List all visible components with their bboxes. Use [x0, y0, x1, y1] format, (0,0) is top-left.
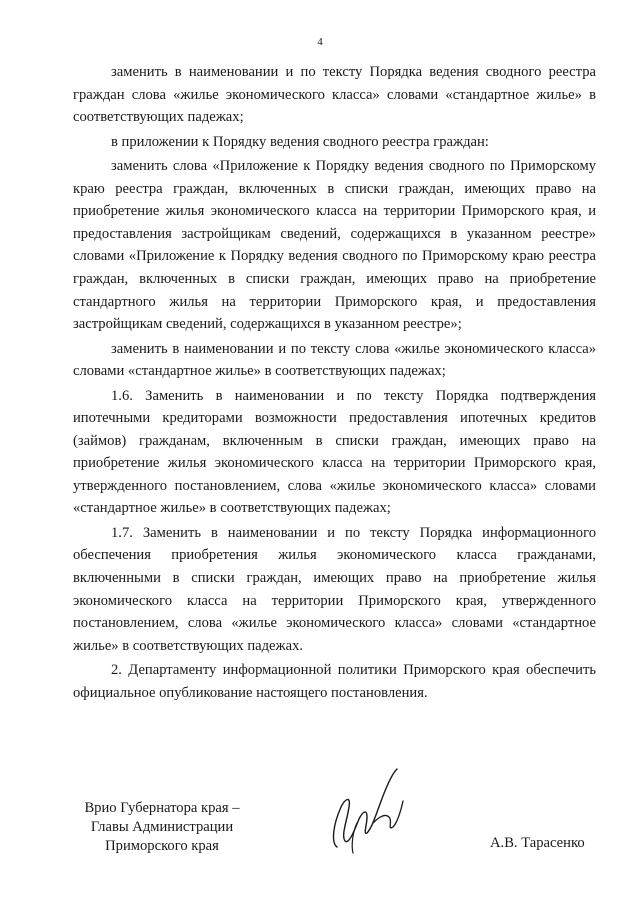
handwritten-signature: [323, 765, 418, 860]
paragraph-appendix-intro: в приложении к Порядку ведения сводного реестра граждан:: [111, 133, 489, 150]
paragraph-replace-appendix-text: заменить в наименовании и по тексту слова «жилье экономического класса» словами «стандартное жилье» в соответствующих падежах;: [73, 340, 596, 380]
signatory-position: [62, 799, 262, 856]
signatory-position-line: Главы Администрации: [90, 819, 234, 835]
paragraph-replace-appendix-title: заменить слова «Приложение к Порядку ведения сводного по Приморскому краю реестра граждан, включенных в списки граждан, имеющих право на приобретение жилья экономического класса на территории Приморского края, и предоставления застройщикам сведений, содержащихся в указанном реестре» словами «Приложение к Порядку ведения сводного по Приморскому краю реестра граждан, включенных в списки граждан, имеющих право на приобретение стандартного жилья на территории Приморского края, и предоставления застройщикам сведений, содержащихся в указанном реестре»;: [73, 157, 596, 333]
paragraph-item-2: 2. Департаменту информационной политики Приморского края обеспечить официальное опубликование настоящего постановления.: [73, 662, 596, 701]
page-number: 4: [317, 36, 323, 48]
paragraph-item-1-6: 1.6. Заменить в наименовании и по тексту Порядка подтверждения ипотечными кредиторами возможности предоставления ипотечных кредитов (займов) гражданам, включенным в списки граждан, имеющих право на приобретение жилья экономического класса на территории Приморского края, утвержденного постановлением, слова «жилье экономического класса» словами «стандартное жилье» в соответствующих падежах;: [73, 387, 596, 517]
paragraph-item-1-7: 1.7. Заменить в наименовании и по тексту Порядка информационного обеспечения приобретения жилья экономического класса гражданами, включенными в списки граждан, имеющих право на приобретение жилья экономического класса на территории Приморского края, утвержденного постановлением, слова «жилье экономического класса» словами «стандартное жилье» в соответствующих падежах.: [73, 524, 596, 654]
signature-stroke: [373, 801, 403, 828]
document-body: [73, 61, 596, 704]
signatory-position-line: Врио Губернатора края –: [84, 800, 240, 816]
signer-name: А.В. Тарасенко: [490, 835, 585, 851]
paragraph-replace-register-name: заменить в наименовании и по тексту Порядка ведения сводного реестра граждан слова «жилье экономического класса» словами «стандартное жилье» в соответствующих падежах;: [73, 64, 596, 126]
signature-stroke: [334, 769, 397, 847]
signatory-position-line: Приморского края: [105, 838, 219, 854]
